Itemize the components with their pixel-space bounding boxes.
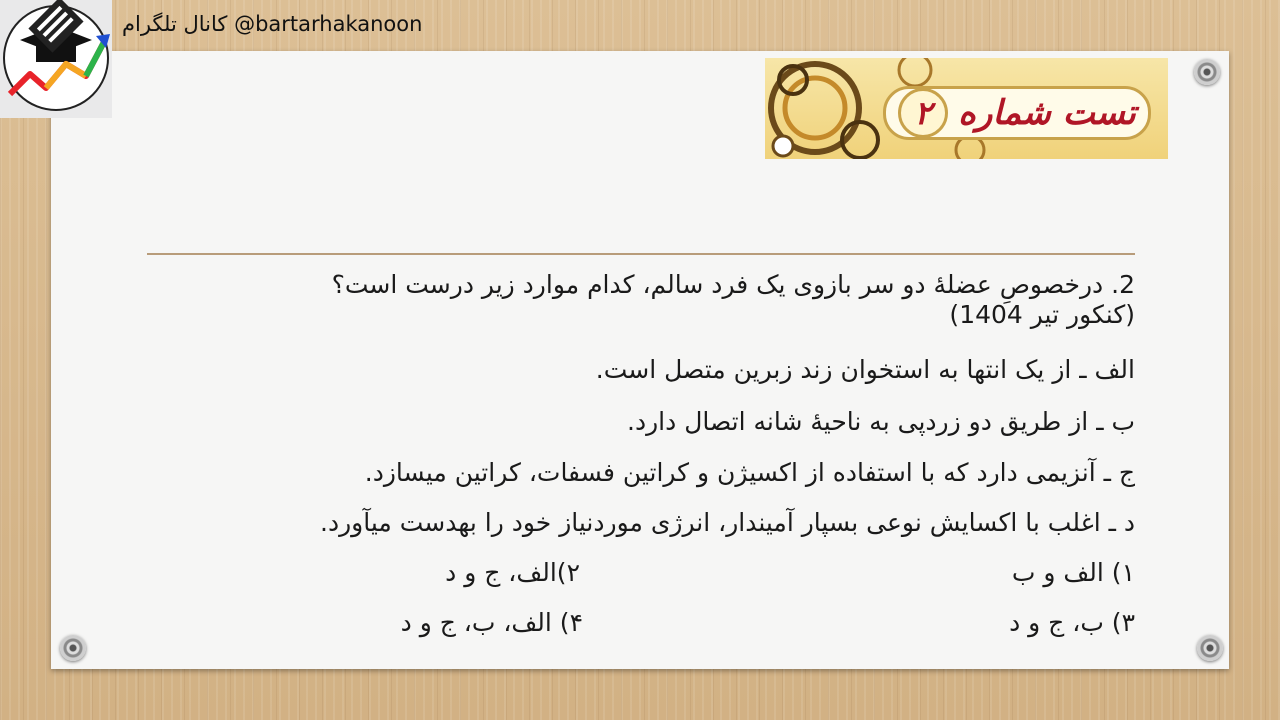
banner-number: ۲ [898,88,948,138]
question-stem: 2. درخصوصِ عضلهٔ دو سر بازوی یک فرد سالم، کدام موارد زیر درست است؟(کنکور تیر 1404) [331,270,1135,329]
pin-icon [60,635,86,661]
pin-icon [1197,635,1223,661]
option-1: ۱) الف و ب [1011,558,1135,587]
statement-be: ب ـ از طریق دو زردپی به ناحیهٔ شانه اتصال دارد. [627,407,1135,436]
option-3: ۳) ب، ج و د [1009,608,1135,637]
banner-title: تست شماره [958,93,1136,133]
test-banner [765,58,1168,159]
option-4: ۴) الف، ب، ج و د [400,608,583,637]
pin-icon [1194,59,1220,85]
statement-dal: د ـ اغلب با اکسایش نوعی بسپار آمیندار، انرژی موردنیاز خود را بهدست میآورد. [320,508,1135,537]
logo-icon [0,0,112,118]
statement-alef: الف ـ از یک انتها به استخوان زند زبرین متصل است. [595,355,1135,384]
option-2: ۲)الف، ج و د [445,558,580,587]
banner-title-pill [883,86,1151,140]
channel-label: کانال تلگرام @bartarhakanoon [122,12,423,36]
divider [147,253,1135,255]
statement-jim: ج ـ آنزیمی دارد که با استفاده از اکسیژن و کراتین فسفات، کراتین میسازد. [364,458,1135,487]
channel-logo [0,0,112,118]
